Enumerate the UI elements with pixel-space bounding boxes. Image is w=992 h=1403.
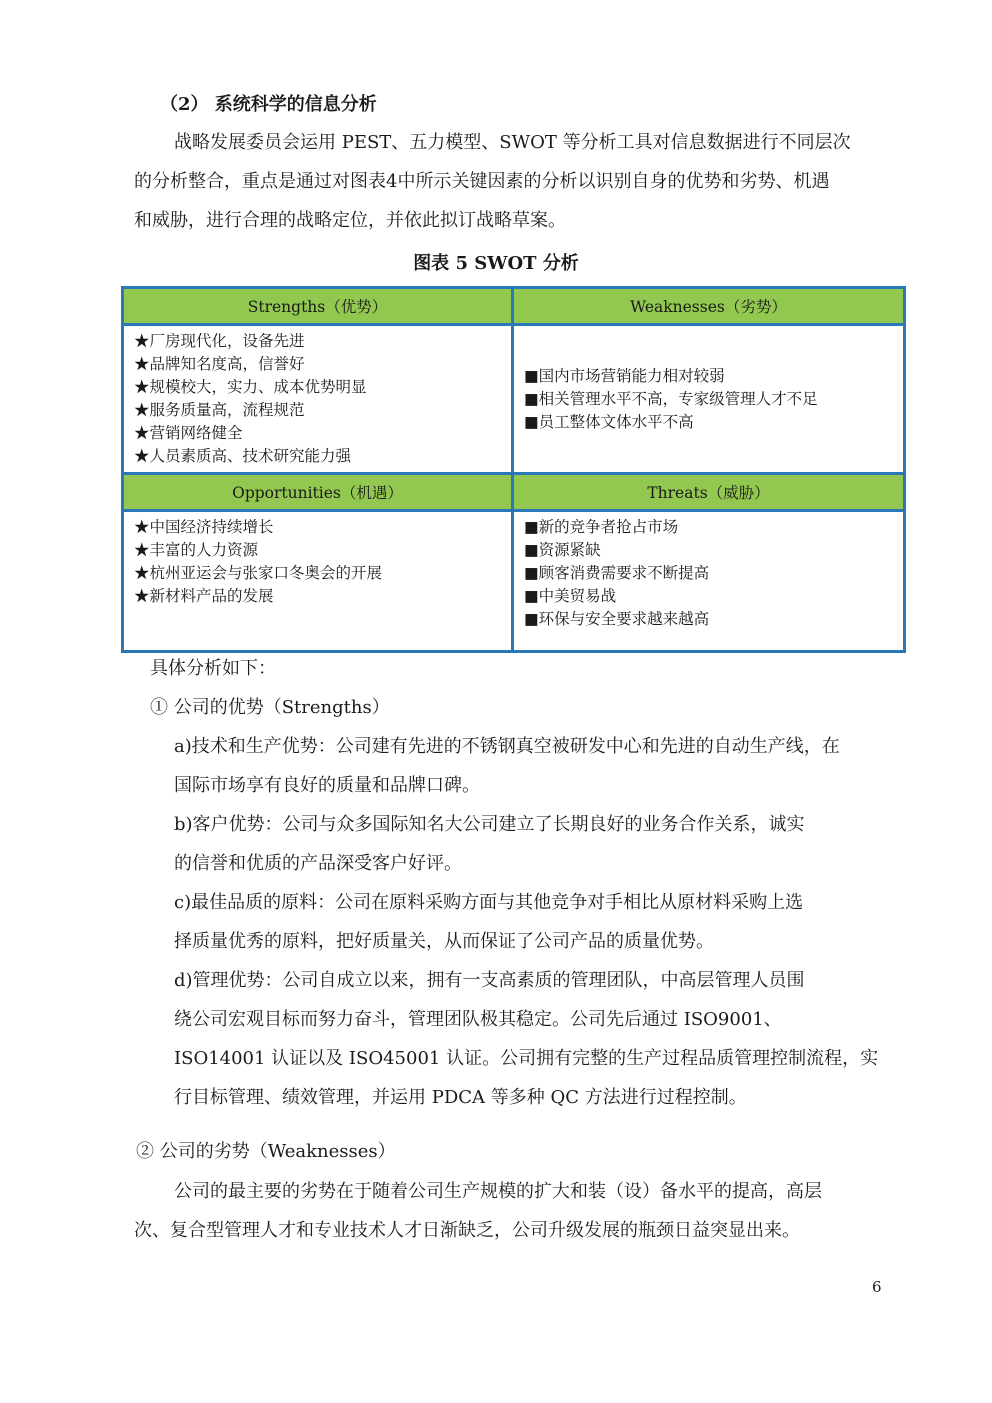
intro-line: 战略发展委员会运用 PEST、五力模型、SWOT 等分析工具对信息数据进行不同层次 <box>174 132 851 153</box>
weakness-item: ■国内市场营销能力相对较弱 <box>524 366 725 385</box>
threat-item: ■中美贸易战 <box>524 587 617 605</box>
strength-item: ★服务质量高，流程规范 <box>134 401 305 419</box>
strengths-paragraph-line: c)最佳品质的原料：公司在原料采购方面与其他竞争对手相比从原材料采购上选 <box>174 892 804 913</box>
threat-item: ■新的竞争者抢占市场 <box>524 518 679 536</box>
threats-cell <box>513 511 905 652</box>
threat-item: ■环保与安全要求越来越高 <box>524 610 710 628</box>
threat-item: ■资源紧缺 <box>524 541 601 559</box>
weaknesses-cell <box>513 325 905 474</box>
weaknesses-paragraph-line: 公司的最主要的劣势在于随着公司生产规模的扩大和装（设）备水平的提高，高层 <box>174 1181 822 1202</box>
strengths-title: ① 公司的优势（Strengths） <box>150 697 390 718</box>
intro-line: 和威胁，进行合理的战略定位，并依此拟订战略草案。 <box>134 210 566 231</box>
strengths-paragraph-line: 绕公司宏观目标而努力奋斗，管理团队极其稳定。公司先后通过 ISO9001、 <box>174 1009 782 1030</box>
weaknesses-title: ② 公司的劣势（Weaknesses） <box>136 1141 396 1162</box>
section-heading: （2） 系统科学的信息分析 <box>160 94 377 115</box>
strength-item: ★规模校大，实力、成本优势明显 <box>134 378 367 396</box>
strengths-cell <box>123 325 513 474</box>
weaknesses-paragraph-line: 次、复合型管理人才和专业技术人才日渐缺乏，公司升级发展的瓶颈日益突显出来。 <box>134 1220 800 1241</box>
intro-line: 的分析整合，重点是通过对图表4中所示关键因素的分析以识别自身的优势和劣势、机遇 <box>134 171 830 192</box>
weakness-item: ■员工整体文体水平不高 <box>524 412 694 431</box>
opportunity-item: ★中国经济持续增长 <box>134 518 274 536</box>
strengths-paragraph-line: ISO14001 认证以及 ISO45001 认证。公司拥有完整的生产过程品质管理控制流程，实 <box>174 1048 879 1069</box>
page-number: 6 <box>872 1278 882 1296</box>
swot-table <box>121 286 906 653</box>
strengths-paragraph-line: b)客户优势：公司与众多国际知名大公司建立了长期良好的业务合作关系，诚实 <box>174 814 805 835</box>
strength-item: ★品牌知名度高，信誉好 <box>134 355 305 373</box>
analysis-intro: 具体分析如下： <box>150 658 276 679</box>
opportunity-item: ★新材料产品的发展 <box>134 587 274 605</box>
opportunities-cell <box>123 511 513 652</box>
opportunity-item: ★丰富的人力资源 <box>134 541 259 559</box>
strengths-paragraph-line: d)管理优势：公司自成立以来，拥有一支高素质的管理团队，中高层管理人员围 <box>174 970 805 991</box>
threat-item: ■顾客消费需要求不断提高 <box>524 564 710 582</box>
strengths-paragraph-line: 国际市场享有良好的质量和品牌口碑。 <box>174 775 480 796</box>
strengths-paragraph-line: 行目标管理、绩效管理，并运用 PDCA 等多种 QC 方法进行过程控制。 <box>174 1087 747 1108</box>
threats-header: Threats（威胁） <box>513 474 905 511</box>
weakness-item: ■相关管理水平不高，专家级管理人才不足 <box>524 389 818 408</box>
strength-item: ★厂房现代化，设备先进 <box>134 332 305 350</box>
strengths-paragraph-line: 择质量优秀的原料，把好质量关，从而保证了公司产品的质量优势。 <box>174 931 714 952</box>
strengths-header: Strengths（优势） <box>123 288 513 325</box>
opportunities-header: Opportunities（机遇） <box>123 474 513 511</box>
weaknesses-header: Weaknesses（劣势） <box>513 288 905 325</box>
strengths-paragraph-line: a)技术和生产优势：公司建有先进的不锈钢真空被研发中心和先进的自动生产线，在 <box>174 736 840 757</box>
strengths-paragraph-line: 的信誉和优质的产品深受客户好评。 <box>174 853 462 874</box>
strength-item: ★人员素质高、技术研究能力强 <box>134 447 352 465</box>
table-caption: 图表 5 SWOT 分析 <box>413 253 579 274</box>
strength-item: ★营销网络健全 <box>134 424 243 442</box>
opportunity-item: ★杭州亚运会与张家口冬奥会的开展 <box>134 564 383 582</box>
